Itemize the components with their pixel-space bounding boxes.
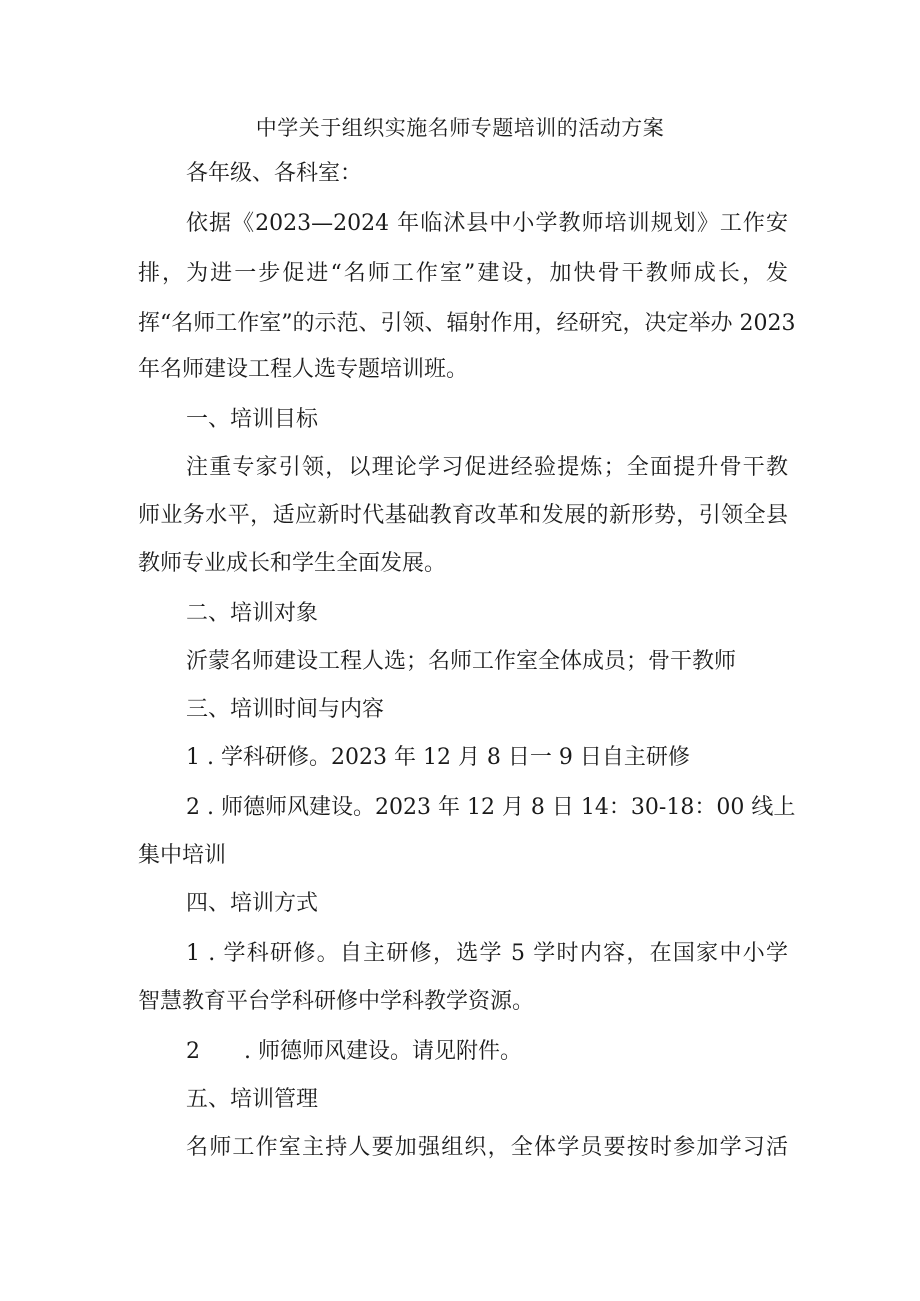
intro-line-4: 年名师建设工程人选专题培训班。 bbox=[138, 357, 469, 382]
section4-heading: 四、培训方式 bbox=[186, 891, 319, 916]
section3-item-2-line-2: 集中培训 bbox=[138, 843, 227, 868]
section3-item-1: 1 . 学科研修。2023 年 12 月 8 日一 9 日自主研修 bbox=[186, 745, 690, 770]
intro-line-2: 排，为进一步促进“名师工作室”建设，加快骨干教师成长，发 bbox=[138, 261, 788, 286]
section4-item-1-line-2: 智慧教育平台学科研修中学科教学资源。 bbox=[138, 989, 535, 1014]
salutation: 各年级、各科室： bbox=[186, 161, 363, 186]
section1-heading: 一、培训目标 bbox=[186, 407, 319, 432]
section1-line-3: 教师专业成长和学生全面发展。 bbox=[138, 551, 447, 576]
section1-line-1: 注重专家引领，以理论学习促进经验提炼；全面提升骨干教 bbox=[186, 455, 788, 480]
section3-item-2-line-1: 2 . 师德师风建设。2023 年 12 月 8 日 14：30-18：00 线上 bbox=[186, 795, 796, 820]
section1-line-2: 师业务水平，适应新时代基础教育改革和发展的新形势，引领全县 bbox=[138, 503, 788, 528]
section4-item-2: 2 . 师德师风建设。请见附件。 bbox=[186, 1039, 522, 1064]
section3-heading: 三、培训时间与内容 bbox=[186, 697, 385, 722]
document-title: 中学关于组织实施名师专题培训的活动方案 bbox=[255, 116, 665, 140]
section5-text: 名师工作室主持人要加强组织，全体学员要按时参加学习活 bbox=[186, 1135, 788, 1160]
section2-heading: 二、培训对象 bbox=[186, 601, 319, 626]
section5-heading: 五、培训管理 bbox=[186, 1087, 319, 1112]
section2-text: 沂蒙名师建设工程人选；名师工作室全体成员；骨干教师 bbox=[186, 649, 737, 674]
section4-item-1-line-1: 1 . 学科研修。自主研修，选学 5 学时内容，在国家中小学 bbox=[186, 941, 788, 966]
intro-line-3: 挥“名师工作室”的示范、引领、辐射作用，经研究，决定举办 2023 bbox=[138, 311, 796, 336]
intro-line-1: 依据《2023—2024 年临沭县中小学教师培训规划》工作安 bbox=[186, 211, 788, 236]
